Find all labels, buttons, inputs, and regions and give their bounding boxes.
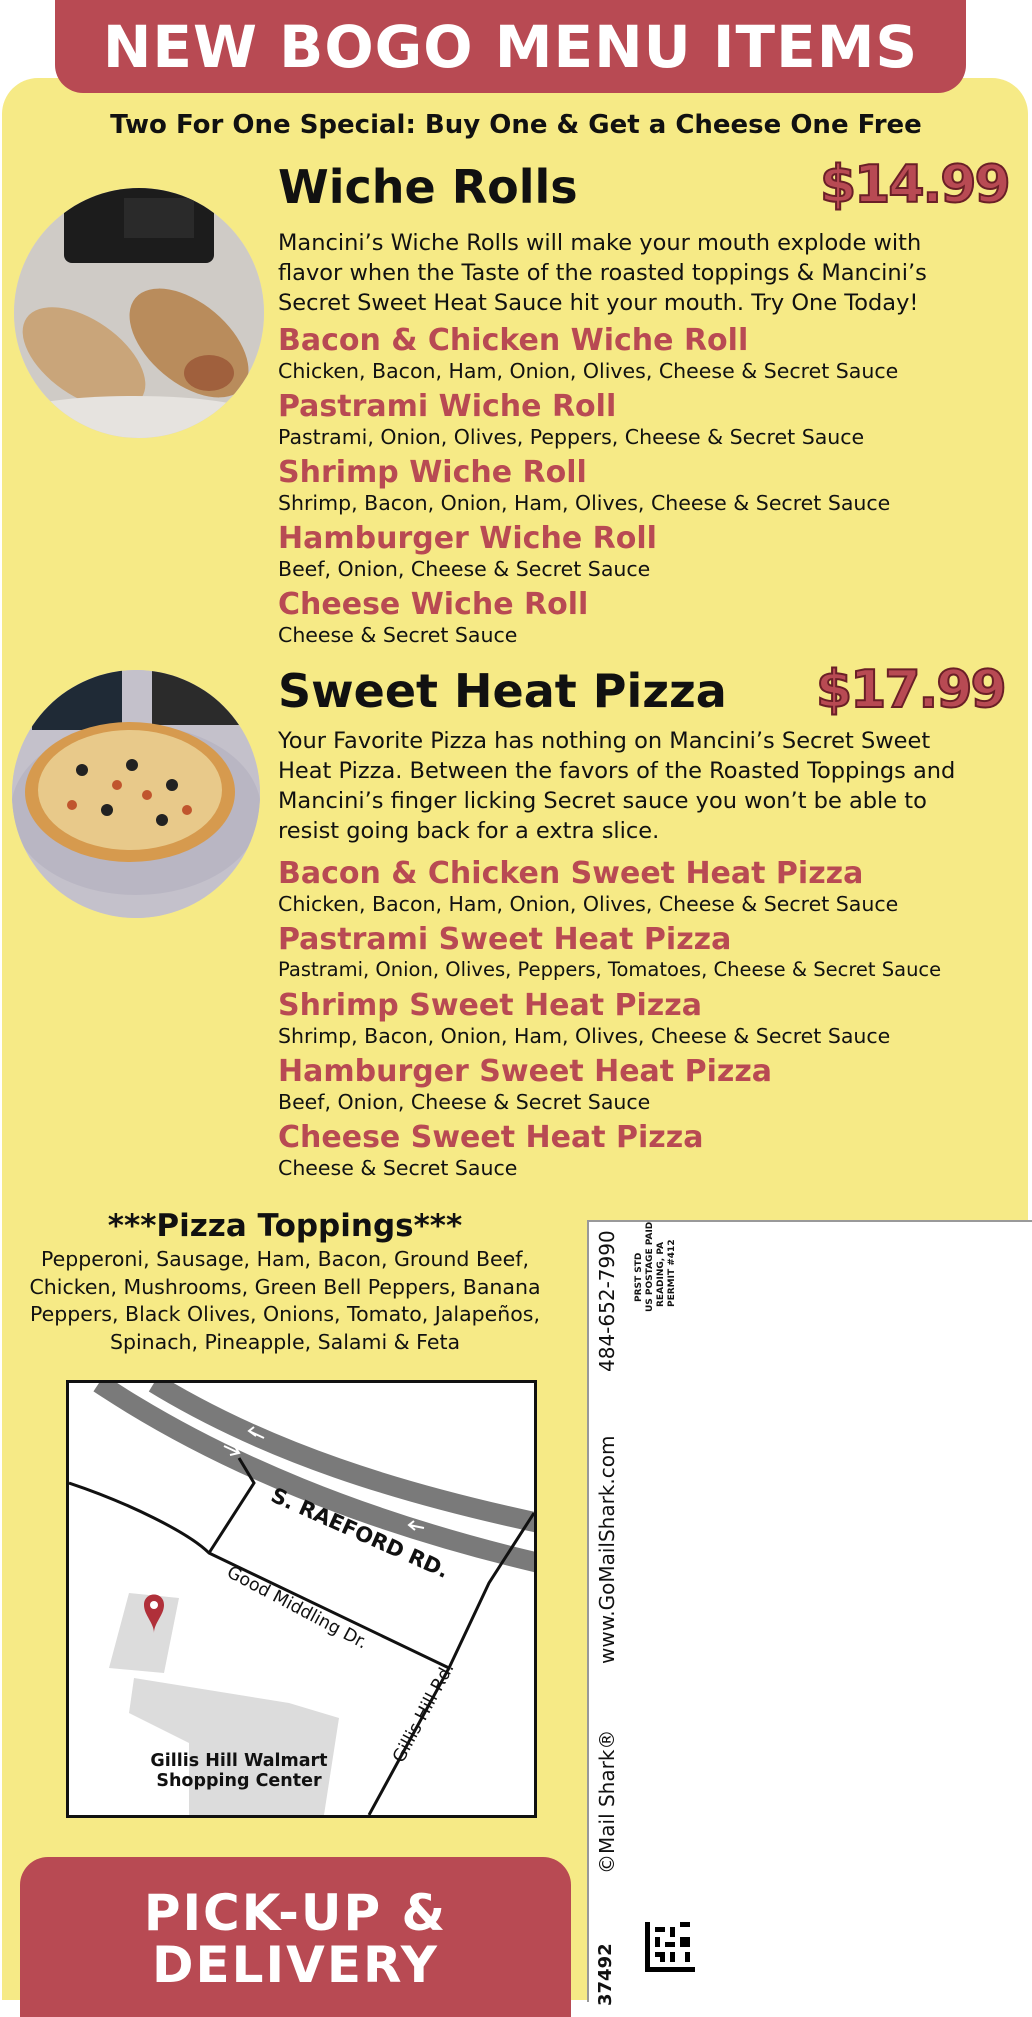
pizza-item-name: Cheese Sweet Heat Pizza [278,1120,704,1155]
website: www.GoMailShark.com [595,1435,619,1664]
pizza-price: $17.99 [816,660,1005,720]
pizza-item-ingredients: Cheese & Secret Sauce [278,1156,518,1180]
barcode-icon [645,1922,695,1972]
footer-line-2: DELIVERY [152,1936,439,1994]
pizza-item-ingredients: Pastrami, Onion, Olives, Peppers, Tomatoes, Cheese & Secret Sauce [278,958,942,981]
wiche-item-name: Cheese Wiche Roll [278,587,589,622]
pizza-photo [12,670,260,918]
copyright: ©Mail Shark® [595,1729,619,1874]
mailer-code: 37492 [595,1943,616,2006]
map-shopping-center: Gillis Hill Walmart Shopping Center [150,1751,328,1791]
toppings-title: ***Pizza Toppings*** [107,1208,463,1244]
footer-line-1: PICK-UP & [143,1884,448,1942]
wiche-item-name: Bacon & Chicken Wiche Roll [278,323,749,358]
toppings-list: Pepperoni, Sausage, Ham, Bacon, Ground Beef, Chicken, Mushrooms, Green Bell Peppers, Banana Peppers, Black Olives, Onions, Tomato, Jalapeños, Spinach, Pineapple, Salami & Feta [29,1247,541,1354]
postage-line-4: PERMIT #412 [667,1239,677,1307]
pickup-delivery-banner [20,1857,571,2017]
wiche-roll-photo [14,188,264,438]
postage-line-1: PRST STD [634,1252,644,1302]
postage-line-3: READING, PA [656,1241,666,1307]
pizza-item-name: Pastrami Sweet Heat Pizza [278,922,732,957]
wiche-item-ingredients: Shrimp, Bacon, Onion, Ham, Olives, Cheese & Secret Sauce [278,491,891,515]
wiche-title: Wiche Rolls [278,160,578,214]
postage-line-2: US POSTAGE PAID [645,1221,655,1312]
map-road-good-middling: Good Middling Dr. [223,1562,371,1654]
wiche-item-ingredients: Cheese & Secret Sauce [278,623,518,647]
wiche-item-name: Shrimp Wiche Roll [278,455,587,490]
wiche-item-name: Hamburger Wiche Roll [278,521,657,556]
phone-number: 484-652-7990 [595,1230,619,1372]
wiche-description: Mancini’s Wiche Rolls will make your mouth explode with flavor when the Taste of the roasted toppings & Mancini’s Secret Sweet Heat Sauce hit your mouth. Try One Today! [278,230,927,316]
wiche-item-ingredients: Beef, Onion, Cheese & Secret Sauce [278,557,651,581]
wiche-item-ingredients: Pastrami, Onion, Olives, Peppers, Cheese & Secret Sauce [278,425,865,449]
mailing-panel [587,1220,1032,2006]
pizza-item-ingredients: Chicken, Bacon, Ham, Onion, Olives, Cheese & Secret Sauce [278,892,899,916]
pizza-item-name: Shrimp Sweet Heat Pizza [278,988,702,1023]
wiche-price: $14.99 [820,155,1009,215]
pizza-item-name: Hamburger Sweet Heat Pizza [278,1054,773,1089]
map-road-gillis-hill: Gillis Hill Rd. [389,1659,459,1767]
wiche-item-name: Pastrami Wiche Roll [278,389,617,424]
pizza-description: Your Favorite Pizza has nothing on Mancini’s Secret Sweet Heat Pizza. Between the favors of the Roasted Toppings and Mancini’s finger licking Secret sauce you won’t be able to resist going back for a extra slice. [278,728,956,844]
location-map [66,1380,537,1818]
bogo-subtitle: Two For One Special: Buy One & Get a Cheese One Free [110,110,922,140]
pizza-title: Sweet Heat Pizza [278,664,727,718]
pizza-item-ingredients: Beef, Onion, Cheese & Secret Sauce [278,1090,651,1114]
wiche-item-ingredients: Chicken, Bacon, Ham, Onion, Olives, Cheese & Secret Sauce [278,359,899,383]
pizza-item-name: Bacon & Chicken Sweet Heat Pizza [278,856,864,891]
pizza-item-ingredients: Shrimp, Bacon, Onion, Ham, Olives, Cheese & Secret Sauce [278,1024,891,1048]
map-road-raeford: S. RAEFORD RD. [267,1483,453,1583]
header-banner: NEW BOGO MENU ITEMS [55,0,966,93]
